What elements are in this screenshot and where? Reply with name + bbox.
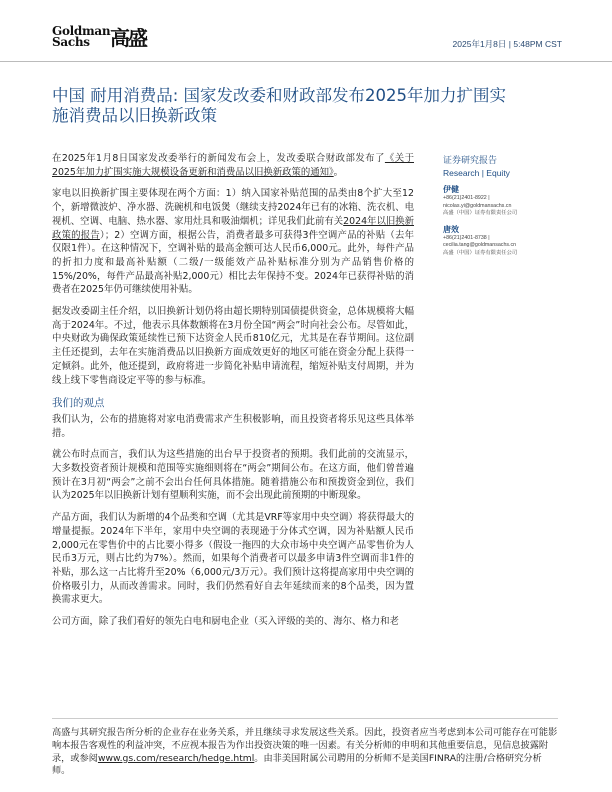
- text: ）；2）空调方面，根据公告，消费者最多可获得3件空调产品的补贴（去年仅限1件）。在这种情况下，空调补贴的最高金额可达人民币6,000元。此外，每件产品的折扣力度和最高补贴额（二级/一级能效产品补贴标准分别为产品销售价格的15%/20%，每件产品最高补贴2,000元）相比去年保持不变。2024年已获得补贴的消费者在2025年仍可继续使用补贴。: [52, 229, 414, 296]
- analyst-firm: 高盛（中国）证券有限责任公司: [443, 210, 518, 216]
- analyst-card: [443, 224, 593, 258]
- paragraph-products: 产品方面，我们认为新增的4个品类和空调（尤其是VRF等家用中央空调）将获得最大的增量提振。2024年下半年，家用中央空调的表现逊于分体式空调，因为补贴额人民币2,000元在零售价中的占比要小得多（假设一拖四的大众市场中央空调产品零售价为人民币3万元，则占比约为7%）。然而，如果每个消费者可以最多申请3件空调而非1件的补贴，那么这一占比将升至20%（6,000元/3万元）。我们预计这将提高家用中央空调的价格吸引力，从而改善需求。同时，我们仍然看好自去年延续而来的8个品类，因为置换需求更大。: [52, 512, 414, 606]
- disclosure-footer: [52, 727, 558, 778]
- paragraph-view: 我们认为，公布的措施将对家电消费需求产生积极影响，而且投资者将乐见这些具体举措。: [52, 413, 414, 439]
- text: 。: [333, 166, 344, 178]
- section-heading-our-view: 我们的观点: [52, 397, 105, 410]
- previous-report-link[interactable]: 2024年以旧换新政策的报告: [52, 215, 414, 241]
- report-title: 中国 耐用消费品: 国家发改委和财政部发布2025年加力扩围实施消费品以旧换新政策: [52, 86, 507, 125]
- logo-chinese: 高盛: [110, 26, 146, 50]
- text: 在2025年1月8日国家发改委举行的新闻发布会上，发改委联合财政部发布了: [52, 153, 385, 164]
- analyst-email[interactable]: cecilia.tang@goldmansachs.cn: [443, 242, 517, 248]
- footer-divider: [52, 718, 558, 719]
- analyst-card: [443, 184, 593, 218]
- paragraph-funding: 据发改委副主任介绍，以旧换新计划仍将由超长期特别国债提供资金，总体规模将大幅高于2024年。不过，他表示具体数额将在3月份全国“两会”时向社会公布。尽管如此，中央财政为确保政策延续性已预下达资金人民币810亿元，尤其是在春节期间。这位副主任还提到，去年在实施消费品以旧换新方面成效更好的地区可能在资金分配上获得一定倾斜。此外，他还提到，政府将进一步简化补贴申请流程，缩短补贴支付周期，并为线上线下零售商设定平等的参与标准。: [52, 306, 414, 386]
- text: 高盛与其研究报告所分析的企业存在业务关系，并且继续寻求发展这些关系。因此，投资者应当考虑到本公司可能存在可能影响本报告客观性的利益冲突，不应视本报告为作出投资决策的唯一因素。有关分析师的申明和其他重要信息，见信息披露附录，或参阅: [52, 727, 558, 764]
- sidebar: [443, 153, 593, 257]
- analyst-email[interactable]: nicolas.yi@goldmansachs.cn: [443, 202, 512, 209]
- analyst-firm: 高盛（中国）证券有限责任公司: [443, 249, 518, 256]
- paragraph-timing: 就公布时点而言，我们认为这些措施的出台早于投资者的预期。我们此前的交流显示，大多数投资者预计规模和范围等实施细则将在“两会”期间公布。在这方面，他们曾普遍预计在3月初“两会”之前不会出台任何具体措施。随着措施公布和预拨资金到位，我们认为2025年以旧换新计划有望顺利实施，而不会出现此前预期的中断现象。: [52, 449, 414, 502]
- report-body: [52, 152, 414, 637]
- report-category: 证券研究报告: [443, 155, 498, 165]
- analyst-phone: +86(21)2401-8922 |: [443, 195, 490, 201]
- analyst-name: 伊健: [443, 185, 459, 194]
- disclosure-link[interactable]: www.gs.com/research/hedge.html: [97, 752, 255, 764]
- text: 。由非美国附属公司聘用的分析师不是美国FINRA的注册/合格研究分析师。: [52, 752, 542, 777]
- analyst-name: 唐效: [443, 224, 459, 234]
- text: 家电以旧换新扩围主要体现在两个方面：1）纳入国家补贴范围的品类由8个扩大至12个，新增微波炉、净水器、洗碗机和电饭煲（继续支持2024年已有的冰箱、洗衣机、电视机、空调、电脑、热水器、家用灶具和吸油烟机；详见我们此前有关: [52, 188, 414, 227]
- goldman-sachs-logo: [52, 22, 146, 51]
- report-date: 2025年1月8日 | 5:48PM CST: [452, 39, 562, 49]
- paragraph-expansion: [52, 187, 414, 297]
- analyst-phone: +86(21)2401-8738 |: [443, 234, 490, 241]
- policy-notice-link[interactable]: 《关于2025年加力扩围实施大规模设备更新和消费品以旧换新政策的通知》: [52, 153, 414, 178]
- report-subcategory: Research | Equity: [443, 168, 510, 178]
- header-divider: [0, 61, 612, 62]
- logo-english: Goldman Sachs: [52, 23, 111, 49]
- paragraph-intro: [52, 152, 414, 179]
- paragraph-companies: 公司方面，除了我们看好的领先白电和厨电企业（买入评级的美的、海尔、格力和老: [52, 616, 399, 628]
